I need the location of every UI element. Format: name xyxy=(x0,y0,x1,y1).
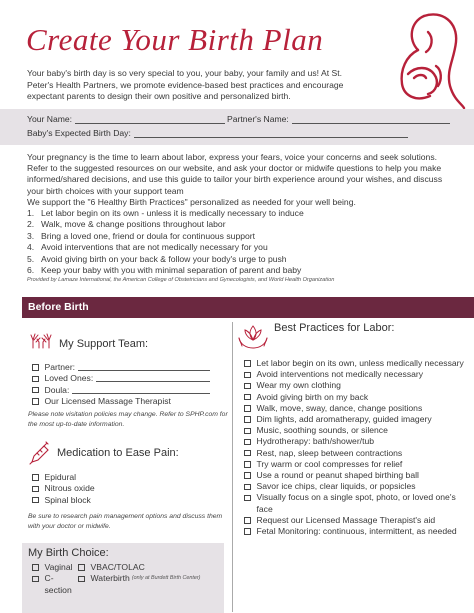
list-item[interactable]: Visually focus on a single spot, photo, or loved one's face xyxy=(244,492,470,514)
option-csection[interactable]: C-section xyxy=(32,573,78,596)
source-credit: Provided by Lamaze International, the American College of Obstetricians and Gynecologists, and World Health Organization xyxy=(27,277,335,283)
partner-name-field[interactable] xyxy=(227,114,450,124)
list-item: 6. Keep your baby with you with minimal separation of parent and baby xyxy=(27,265,302,276)
checkbox[interactable] xyxy=(32,376,39,383)
list-item[interactable]: Use a round or peanut shaped birthing ball xyxy=(244,470,470,481)
checkbox[interactable] xyxy=(244,495,251,502)
your-name-field[interactable] xyxy=(27,114,225,124)
list-item[interactable]: Doula: xyxy=(32,385,232,396)
checkbox[interactable] xyxy=(244,528,251,535)
list-item: 2. Walk, move & change positions throughout labor xyxy=(27,219,226,230)
list-item[interactable]: Dim lights, add aromatherapy, guided imagery xyxy=(244,414,470,425)
medication-list xyxy=(32,472,222,506)
lotus-hands-icon xyxy=(236,322,270,352)
checkbox[interactable] xyxy=(244,461,251,468)
checkbox[interactable] xyxy=(244,416,251,423)
list-item[interactable]: Wear my own clothing xyxy=(244,380,470,391)
before-birth-header xyxy=(22,297,474,318)
checkbox[interactable] xyxy=(244,405,251,412)
partner-name-line[interactable] xyxy=(292,115,450,124)
list-item[interactable]: Our Licensed Massage Therapist xyxy=(32,396,232,407)
option-vaginal[interactable]: Vaginal xyxy=(32,562,78,573)
due-day-line[interactable] xyxy=(134,129,408,138)
checkbox[interactable] xyxy=(244,472,251,479)
list-item[interactable]: Nitrous oxide xyxy=(32,483,222,494)
page-title: Create Your Birth Plan xyxy=(26,22,324,57)
list-item: 1. Let labor begin on its own - unless it is medically necessary to induce xyxy=(27,208,304,218)
checkbox[interactable] xyxy=(32,398,39,405)
checkbox[interactable] xyxy=(244,439,251,446)
list-item[interactable]: Music, soothing sounds, or silence xyxy=(244,425,470,436)
checkbox[interactable] xyxy=(244,484,251,491)
list-item[interactable]: Hydrotherapy: bath/shower/tub xyxy=(244,436,470,447)
checkbox[interactable] xyxy=(244,372,251,379)
list-item: 3. Bring a loved one, friend or doula for continuous support xyxy=(27,230,256,241)
checkbox[interactable] xyxy=(244,428,251,435)
fill-line[interactable] xyxy=(72,385,210,394)
due-day-field[interactable] xyxy=(27,128,408,138)
checkbox[interactable] xyxy=(32,486,39,493)
checkbox[interactable] xyxy=(78,564,85,571)
support-team-list xyxy=(32,362,232,407)
list-item[interactable]: Epidural xyxy=(32,472,222,483)
your-name-line[interactable] xyxy=(75,115,225,124)
option-waterbirth[interactable]: Waterbirth (only at Burdett Birth Center) xyxy=(78,573,200,596)
syringe-icon xyxy=(28,440,50,466)
checkbox[interactable] xyxy=(244,517,251,524)
pregnancy-paragraph: Your pregnancy is the time to learn about labor, express your fears, voice your concerns and seek solutions. Refer to the suggested resources on our website, and ask your doctor or midwife questions to help you make informed/shared decisions, and use this guide to tailor your birth experience around your wishes, and discuss your birth choices with your support team xyxy=(27,152,443,196)
checkbox[interactable] xyxy=(32,387,39,394)
list-item[interactable]: Try warm or cool compresses for relief xyxy=(244,459,470,470)
visitation-note: Please note visitation policies may change. Refer to SPHP.com for the most up-to-date information. xyxy=(28,411,228,428)
healthy-practices-intro: We support the "6 Healthy Birth Practices" personalized as needed for your well being. xyxy=(27,197,356,207)
list-item: 5. Avoid giving birth on your back & follow your body's urge to push xyxy=(27,253,287,264)
raised-hands-icon xyxy=(30,330,52,350)
list-item[interactable]: Loved Ones: xyxy=(32,373,232,384)
waterbirth-note: (only at Burdett Birth Center) xyxy=(131,575,201,582)
checkbox[interactable] xyxy=(244,383,251,390)
checkbox[interactable] xyxy=(244,360,251,367)
medication-title: Medication to Ease Pain: xyxy=(57,447,179,459)
list-item[interactable]: Avoid interventions not medically necessary xyxy=(244,369,470,380)
list-item[interactable]: Let labor begin on its own, unless medically necessary xyxy=(244,358,470,369)
column-divider xyxy=(232,322,233,612)
checkbox[interactable] xyxy=(244,450,251,457)
due-day-label: Baby's Expected Birth Day: xyxy=(27,128,131,138)
checkbox[interactable] xyxy=(32,564,39,571)
list-item[interactable]: Walk, move, sway, dance, change positions xyxy=(244,403,470,414)
your-name-label: Your Name: xyxy=(27,114,73,124)
pain-management-note: Be sure to research pain management options and discuss them with your doctor or midwife. xyxy=(28,513,223,530)
intro-paragraph: Your baby's birth day is so very special to you, your baby, your family and us! At St. Peter's Health Partners, we promote evidence-based best practices and encourage expectant parents to design their own positive and personalized birth. xyxy=(27,68,344,101)
checkbox[interactable] xyxy=(32,474,39,481)
birth-choice-title: My Birth Choice: xyxy=(28,547,109,559)
list-item[interactable]: Avoid giving birth on my back xyxy=(244,392,470,403)
list-item: 4. Avoid interventions that are not medically necessary for you xyxy=(27,242,268,253)
partner-name-label: Partner's Name: xyxy=(227,114,289,124)
labor-practices-list xyxy=(244,358,470,537)
list-item[interactable]: Partner: xyxy=(32,362,232,373)
checkbox[interactable] xyxy=(32,576,39,583)
checkbox[interactable] xyxy=(32,364,39,371)
support-team-title: My Support Team: xyxy=(59,338,149,350)
checkbox[interactable] xyxy=(32,497,39,504)
list-item[interactable]: Fetal Monitoring: continuous, intermittent, as needed xyxy=(244,526,470,537)
healthy-practices-list xyxy=(27,208,447,276)
list-item[interactable]: Rest, nap, sleep between contractions xyxy=(244,448,470,459)
checkbox[interactable] xyxy=(244,394,251,401)
before-birth-title: Before Birth xyxy=(28,301,89,313)
list-item[interactable]: Spinal block xyxy=(32,495,222,506)
fill-line[interactable] xyxy=(78,362,210,371)
mother-baby-logo-icon xyxy=(384,4,470,112)
option-vbac[interactable]: VBAC/TOLAC xyxy=(78,562,145,573)
checkbox[interactable] xyxy=(78,576,85,583)
birth-choice-options xyxy=(32,562,200,596)
labor-practices-title: Best Practices for Labor: xyxy=(274,322,395,334)
list-item[interactable]: Savor ice chips, clear liquids, or popsicles xyxy=(244,481,470,492)
list-item[interactable]: Request our Licensed Massage Therapist's aid xyxy=(244,515,470,526)
fill-line[interactable] xyxy=(96,373,210,382)
